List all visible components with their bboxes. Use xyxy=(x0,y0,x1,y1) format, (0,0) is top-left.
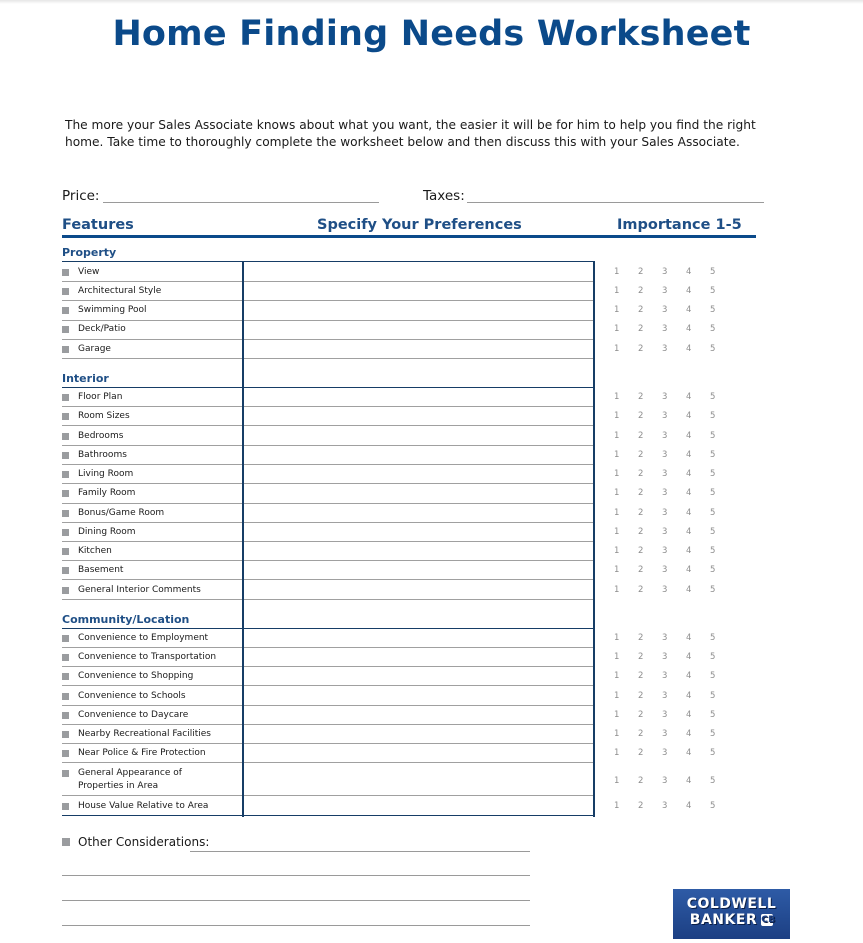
preference-input-view[interactable] xyxy=(243,262,594,281)
price-input-line[interactable] xyxy=(103,202,379,203)
header-rule xyxy=(62,235,756,238)
importance-rating-dining-room[interactable]: 1 2 3 4 5 xyxy=(614,527,716,537)
table-bottom-rule xyxy=(62,815,595,816)
bullet-icon xyxy=(62,413,69,420)
other-considerations-line-3[interactable] xyxy=(62,900,530,901)
feature-label: General Appearance of Properties in Area xyxy=(78,768,182,791)
importance-rating-house-value[interactable]: 1 2 3 4 5 xyxy=(614,801,716,811)
page-title: Home Finding Needs Worksheet xyxy=(112,14,751,54)
importance-rating-bonus-game-room[interactable]: 1 2 3 4 5 xyxy=(614,508,716,518)
bullet-icon xyxy=(62,750,69,757)
bullet-icon xyxy=(62,548,69,555)
feature-row xyxy=(62,343,111,356)
bullet-icon xyxy=(62,635,69,642)
feature-row xyxy=(62,651,216,664)
preference-input-swimming-pool[interactable] xyxy=(243,301,594,320)
importance-rating-bedrooms[interactable]: 1 2 3 4 5 xyxy=(614,431,716,441)
feature-row xyxy=(62,728,211,741)
section-header-property: Property xyxy=(62,246,117,259)
section-header-interior: Interior xyxy=(62,372,109,385)
bullet-icon xyxy=(62,490,69,497)
bullet-icon xyxy=(62,529,69,536)
feature-row xyxy=(62,410,130,423)
top-shadow xyxy=(0,0,863,4)
bullet-icon xyxy=(62,269,69,276)
importance-rating-living-room[interactable]: 1 2 3 4 5 xyxy=(614,469,716,479)
row-divider xyxy=(62,599,594,600)
bullet-icon xyxy=(62,567,69,574)
importance-rating-employment[interactable]: 1 2 3 4 5 xyxy=(614,633,716,643)
feature-row xyxy=(62,632,208,645)
bullet-icon xyxy=(62,673,69,680)
feature-row xyxy=(62,800,208,813)
feature-label: Deck/Patio xyxy=(78,324,126,334)
feature-row xyxy=(62,709,188,722)
importance-rating-basement[interactable]: 1 2 3 4 5 xyxy=(614,565,716,575)
other-considerations-line-1[interactable] xyxy=(190,851,530,852)
preference-input-community[interactable] xyxy=(243,629,594,815)
feature-row xyxy=(62,468,133,481)
feature-row xyxy=(62,545,112,558)
bullet-icon xyxy=(62,471,69,478)
importance-rating-deck-patio[interactable]: 1 2 3 4 5 xyxy=(614,324,716,334)
feature-label: Kitchen xyxy=(78,546,112,556)
logo-line-2: BANKER CB xyxy=(689,912,776,928)
logo-line-1: COLDWELL xyxy=(686,896,777,912)
bullet-icon xyxy=(62,838,70,846)
other-considerations-line-4[interactable] xyxy=(62,925,530,926)
other-considerations xyxy=(62,835,209,849)
importance-rating-daycare[interactable]: 1 2 3 4 5 xyxy=(614,710,716,720)
features-column-header: Features xyxy=(62,217,134,233)
preference-input-deck-patio[interactable] xyxy=(243,321,594,339)
bullet-icon xyxy=(62,803,69,810)
preferences-column-header: Specify Your Preferences xyxy=(317,217,522,233)
feature-row xyxy=(62,747,206,760)
bullet-icon xyxy=(62,394,69,401)
importance-rating-general-appearance[interactable]: 1 2 3 4 5 xyxy=(614,776,716,786)
feature-row xyxy=(62,767,212,793)
importance-rating-kitchen[interactable]: 1 2 3 4 5 xyxy=(614,546,716,556)
feature-label: Basement xyxy=(78,565,124,575)
bullet-icon xyxy=(62,693,69,700)
feature-row xyxy=(62,670,193,683)
feature-label: Near Police & Fire Protection xyxy=(78,748,206,758)
feature-label: Room Sizes xyxy=(78,411,130,421)
importance-rating-family-room[interactable]: 1 2 3 4 5 xyxy=(614,488,716,498)
cb-mark-icon: CB xyxy=(761,915,776,925)
feature-label: Floor Plan xyxy=(78,392,123,402)
feature-label: Convenience to Transportation xyxy=(78,652,217,662)
row-divider xyxy=(62,358,594,359)
feature-label: General Interior Comments xyxy=(78,585,201,595)
feature-row xyxy=(62,690,186,703)
importance-rating-architectural-style[interactable]: 1 2 3 4 5 xyxy=(614,286,716,296)
feature-label: Architectural Style xyxy=(78,286,162,296)
feature-label: Swimming Pool xyxy=(78,305,147,315)
bullet-icon xyxy=(62,654,69,661)
bullet-icon xyxy=(62,433,69,440)
feature-label: Convenience to Employment xyxy=(78,633,209,643)
importance-rating-transportation[interactable]: 1 2 3 4 5 xyxy=(614,652,716,662)
feature-row xyxy=(62,266,99,279)
feature-row xyxy=(62,487,135,500)
feature-row xyxy=(62,430,123,443)
feature-label: Living Room xyxy=(78,469,134,479)
feature-row xyxy=(62,449,127,462)
importance-rating-bathrooms[interactable]: 1 2 3 4 5 xyxy=(614,450,716,460)
importance-rating-swimming-pool[interactable]: 1 2 3 4 5 xyxy=(614,305,716,315)
other-considerations-label: Other Considerations: xyxy=(78,835,210,849)
bullet-icon xyxy=(62,731,69,738)
coldwell-banker-logo xyxy=(673,889,790,939)
feature-label: Family Room xyxy=(78,488,136,498)
feature-label: Bonus/Game Room xyxy=(78,508,165,518)
importance-rating-general-interior[interactable]: 1 2 3 4 5 xyxy=(614,585,716,595)
preference-input-architectural-style[interactable] xyxy=(243,282,594,300)
bullet-icon xyxy=(62,288,69,295)
importance-rating-view[interactable]: 1 2 3 4 5 xyxy=(614,267,716,277)
feature-row xyxy=(62,564,123,577)
bullet-icon xyxy=(62,307,69,314)
feature-row xyxy=(62,285,161,298)
feature-row xyxy=(62,304,147,317)
feature-row xyxy=(62,526,136,539)
importance-rating-shopping[interactable]: 1 2 3 4 5 xyxy=(614,671,716,681)
feature-label: Bathrooms xyxy=(78,450,127,460)
bullet-icon xyxy=(62,587,69,594)
feature-label: Dining Room xyxy=(78,527,136,537)
section-header-community-location: Community/Location xyxy=(62,613,190,626)
bullet-icon xyxy=(62,452,69,459)
bullet-icon xyxy=(62,510,69,517)
importance-rating-floor-plan[interactable]: 1 2 3 4 5 xyxy=(614,392,716,402)
importance-column-header: Importance 1-5 xyxy=(617,217,742,233)
importance-rating-garage[interactable]: 1 2 3 4 5 xyxy=(614,344,716,354)
importance-rating-schools[interactable]: 1 2 3 4 5 xyxy=(614,691,716,701)
importance-rating-room-sizes[interactable]: 1 2 3 4 5 xyxy=(614,411,716,421)
preference-input-interior[interactable] xyxy=(243,388,594,599)
feature-label: View xyxy=(78,267,100,277)
taxes-input-line[interactable] xyxy=(467,202,764,203)
intro-paragraph: The more your Sales Associate knows about what you want, the easier it will be for him to help you find the right home. Take time to thoroughly complete the worksheet below and then discuss this with your Sales Associate. xyxy=(65,118,756,149)
importance-rating-police-fire[interactable]: 1 2 3 4 5 xyxy=(614,748,716,758)
other-considerations-line-2[interactable] xyxy=(62,875,530,876)
bullet-icon xyxy=(62,712,69,719)
feature-row xyxy=(62,584,201,597)
feature-label: Garage xyxy=(78,344,111,354)
feature-label: Convenience to Schools xyxy=(78,691,186,701)
bullet-icon xyxy=(62,770,69,777)
feature-row xyxy=(62,391,122,404)
feature-label: Convenience to Daycare xyxy=(78,710,189,720)
feature-row xyxy=(62,507,164,520)
price-label: Price: xyxy=(62,188,100,204)
feature-label: Nearby Recreational Facilities xyxy=(78,729,211,739)
bullet-icon xyxy=(62,326,69,333)
feature-label: Convenience to Shopping xyxy=(78,671,194,681)
taxes-label: Taxes: xyxy=(423,188,465,204)
feature-label: House Value Relative to Area xyxy=(78,801,209,811)
bullet-icon xyxy=(62,346,69,353)
feature-row xyxy=(62,323,126,336)
feature-label: Bedrooms xyxy=(78,431,124,441)
preference-input-garage[interactable] xyxy=(243,340,594,358)
importance-rating-recreation[interactable]: 1 2 3 4 5 xyxy=(614,729,716,739)
